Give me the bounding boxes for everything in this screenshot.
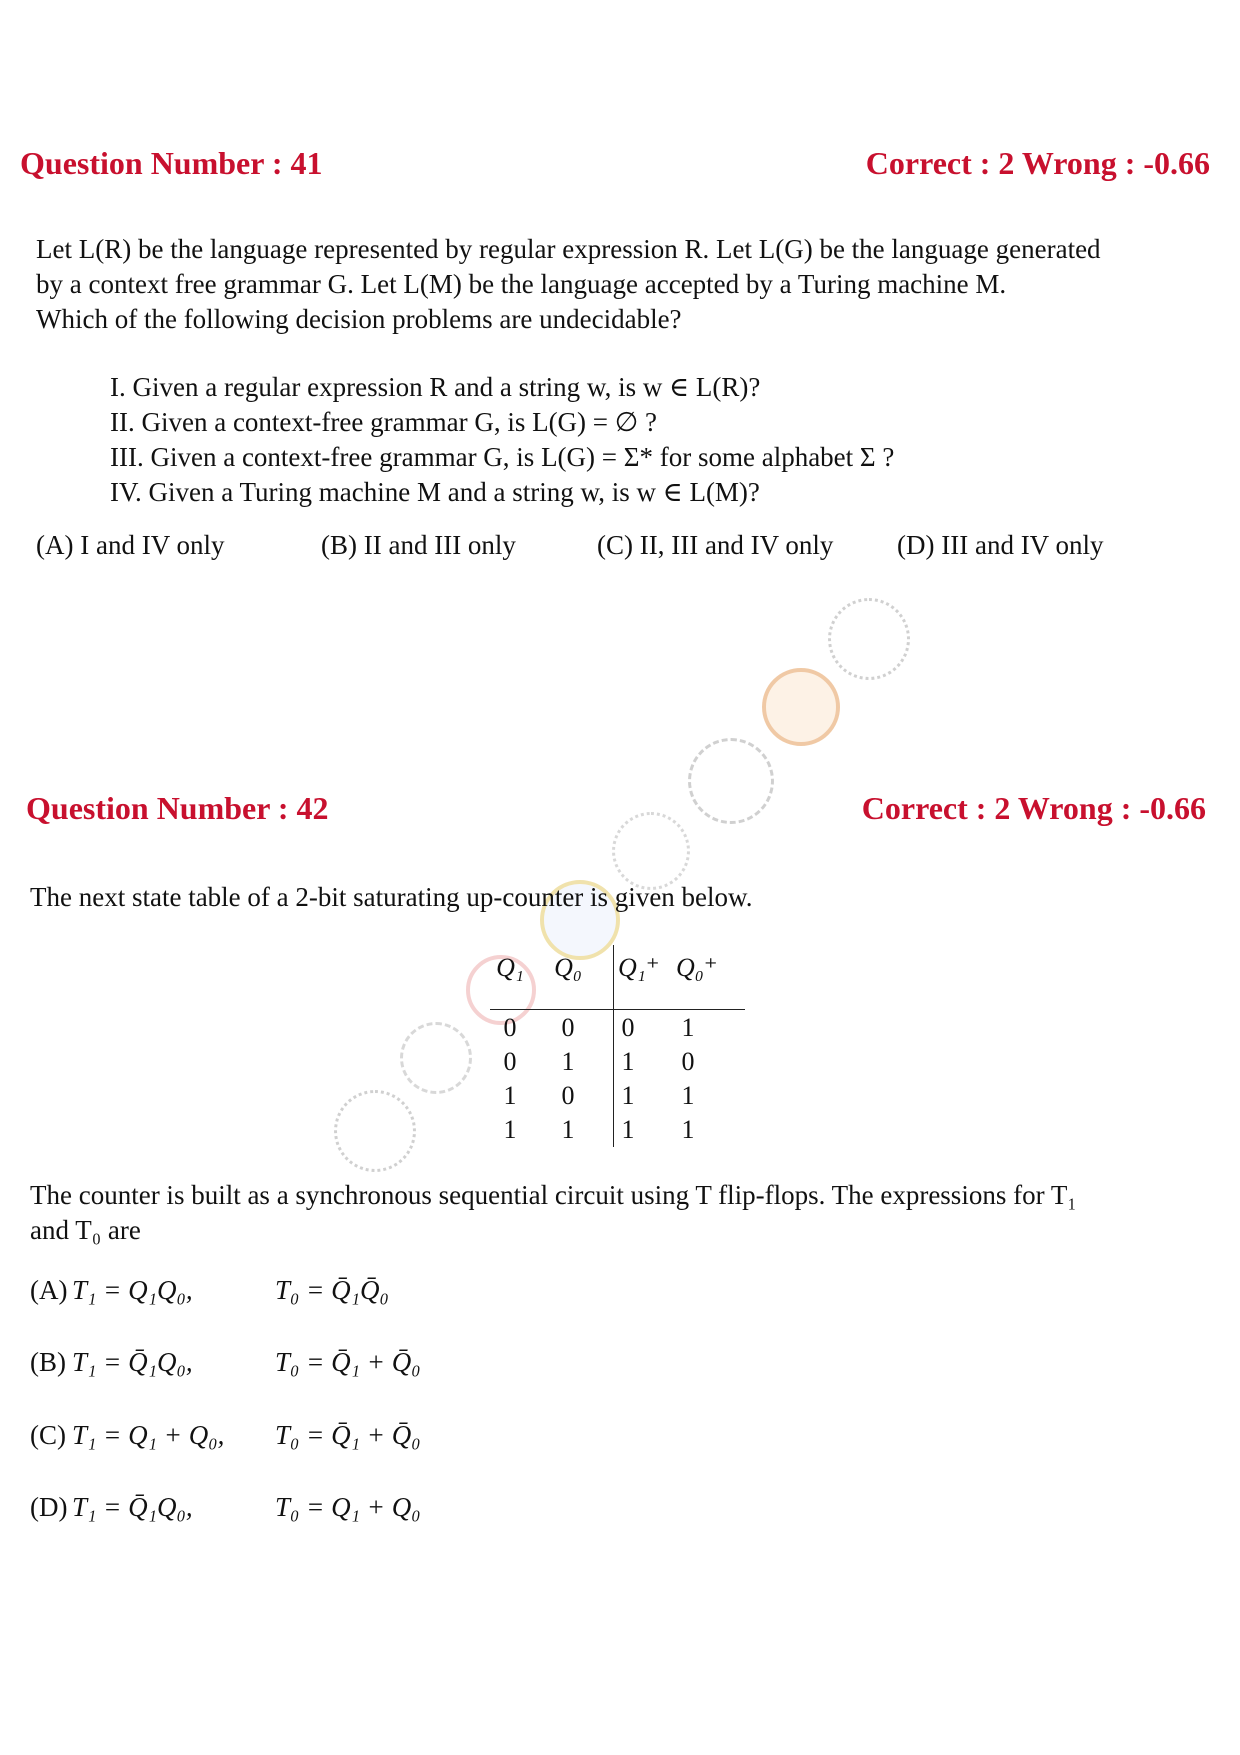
option-t1-expression: T₁ = Q₁Q₀, (72, 1275, 193, 1305)
table-header: Q₀ (554, 953, 582, 982)
option-d[interactable] (30, 1492, 421, 1523)
table-cell: 0 (503, 1013, 517, 1042)
institute-seal-icon (762, 668, 840, 746)
paragraph-line: and T₀ are (30, 1215, 141, 1245)
table-cell: 1 (503, 1115, 517, 1144)
question-42-header (26, 790, 1206, 827)
table-cell: 1 (561, 1047, 575, 1076)
option-t0-expression: T₀ = Q̄₁ + Q̄₀ (275, 1420, 421, 1450)
table-cell: 0 (621, 1013, 635, 1042)
question-42-paragraph (30, 1178, 1210, 1248)
option-label: (C) (30, 1420, 66, 1450)
table-cell: 0 (561, 1013, 575, 1042)
institute-seal-icon (400, 1022, 472, 1094)
table-cell: 1 (561, 1115, 575, 1144)
table-divider-horizontal (490, 1009, 745, 1010)
table-cell: 0 (681, 1047, 695, 1076)
question-42-stem: The next state table of a 2-bit saturating up-counter is given below. (30, 882, 753, 912)
question-42-marks: Correct : 2 Wrong : -0.66 (861, 790, 1206, 826)
decision-problem-item: II. Given a context-free grammar G, is L(G) = ∅ ? (110, 407, 658, 437)
option-t1-expression: T₁ = Q̄₁Q₀, (72, 1347, 193, 1377)
table-cell: 0 (503, 1047, 517, 1076)
option-t1-expression: T₁ = Q̄₁Q₀, (72, 1492, 193, 1522)
stem-line: by a context free grammar G. Let L(M) be the language accepted by a Turing machine M. (36, 269, 1007, 299)
paragraph-line: The counter is built as a synchronous sequential circuit using T flip-flops. The expressions for T₁ (30, 1180, 1077, 1210)
option-t1-expression: T₁ = Q₁ + Q₀, (72, 1420, 225, 1450)
decision-problem-item: IV. Given a Turing machine M and a string w, is w ∈ L(M)? (110, 477, 760, 507)
option-c[interactable]: (C) II, III and IV only (597, 530, 834, 560)
table-cell: 1 (503, 1081, 517, 1110)
option-a[interactable] (30, 1275, 389, 1306)
question-41-options (36, 530, 1156, 561)
table-cell: 0 (561, 1081, 575, 1110)
decision-problem-item: I. Given a regular expression R and a string w, is w ∈ L(R)? (110, 372, 761, 402)
question-41-title: Question Number : 41 (20, 145, 323, 181)
table-cell: 1 (621, 1115, 635, 1144)
table-cell: 1 (681, 1013, 695, 1042)
option-c[interactable] (30, 1420, 421, 1451)
table-header: Q₁⁺ (618, 953, 660, 982)
question-41-marks: Correct : 2 Wrong : -0.66 (865, 145, 1210, 181)
decision-problem-item: III. Given a context-free grammar G, is L(G) = Σ* for some alphabet Σ ? (110, 442, 895, 472)
question-42-title: Question Number : 42 (26, 790, 329, 826)
table-header: Q₀⁺ (676, 953, 718, 982)
table-cell: 1 (621, 1047, 635, 1076)
table-header: Q₁ (496, 953, 524, 982)
option-t0-expression: T₀ = Q̄₁ + Q̄₀ (275, 1347, 421, 1377)
next-state-table (490, 945, 750, 1155)
option-b[interactable] (30, 1347, 421, 1378)
option-label: (B) (30, 1347, 66, 1377)
option-label: (D) (30, 1492, 68, 1522)
option-a[interactable]: (A) I and IV only (36, 530, 225, 560)
question-41-header (20, 145, 1210, 182)
table-cell: 1 (681, 1115, 695, 1144)
option-b[interactable]: (B) II and III only (321, 530, 516, 560)
option-t0-expression: T₀ = Q̄₁Q̄₀ (275, 1275, 389, 1305)
question-41-stem (36, 232, 1101, 337)
institute-seal-icon (828, 598, 910, 680)
institute-seal-icon (334, 1090, 416, 1172)
table-cell: 1 (621, 1081, 635, 1110)
stem-line: Let L(R) be the language represented by regular expression R. Let L(G) be the language generated (36, 234, 1101, 264)
option-t0-expression: T₀ = Q₁ + Q₀ (275, 1492, 421, 1522)
table-cell: 1 (681, 1081, 695, 1110)
option-label: (A) (30, 1275, 68, 1305)
stem-line: Which of the following decision problems are undecidable? (36, 304, 682, 334)
question-41-items (110, 370, 894, 510)
option-d[interactable]: (D) III and IV only (897, 530, 1104, 560)
